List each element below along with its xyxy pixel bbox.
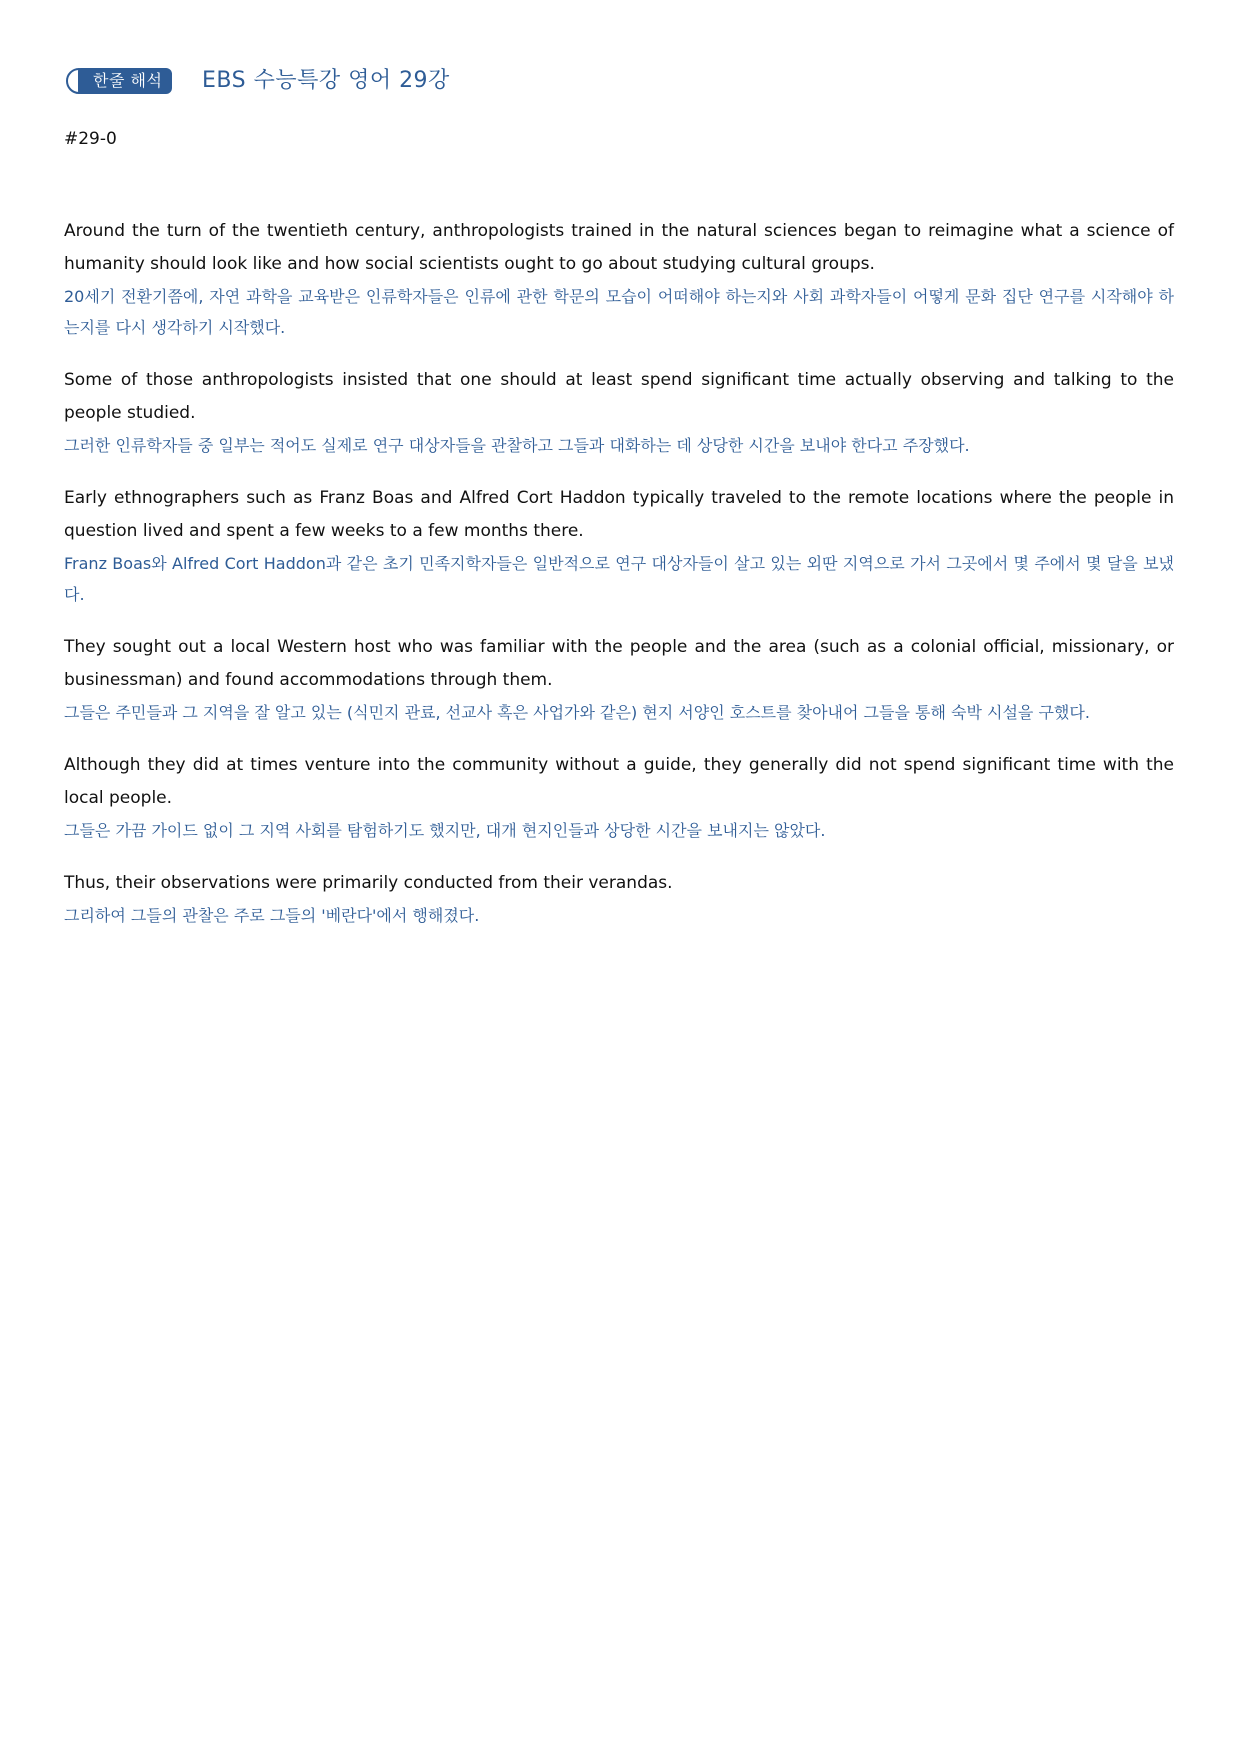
english-sentence: Some of those anthropologists insisted that one should at least spend significant time actually observing and talking to the people studied. (64, 370, 1174, 423)
korean-translation: 그들은 주민들과 그 지역을 잘 알고 있는 (식민지 관료, 선교사 혹은 사업가와 같은) 현지 서양인 호스트를 찾아내어 그들을 통해 숙박 시설을 구했다. (64, 703, 1090, 722)
korean-translation: 그러한 인류학자들 중 일부는 적어도 실제로 연구 대상자들을 관찰하고 그들과 대화하는 데 상당한 시간을 보내야 한다고 주장했다. (64, 436, 970, 455)
english-sentence: Around the turn of the twentieth century, anthropologists trained in the natural sciences began to reimagine what a science of humanity should look like and how social scientists ought to go about studying cultural groups. (64, 221, 1174, 274)
sentence-pair (64, 482, 1174, 610)
section-id: #29-0 (64, 129, 117, 149)
english-sentence: Thus, their observations were primarily conducted from their verandas. (64, 873, 673, 893)
translation-badge (66, 68, 172, 94)
korean-translation: 20세기 전환기쯤에, 자연 과학을 교육받은 인류학자들은 인류에 관한 학문의 모습이 어떠해야 하는지와 사회 과학자들이 어떻게 문화 집단 연구를 시작해야 하는지를 다시 생각하기 시작했다. (64, 287, 1174, 337)
korean-translation: 그리하여 그들의 관찰은 주로 그들의 '베란다'에서 행해졌다. (64, 906, 480, 925)
document-title: EBS 수능특강 영어 29강 (202, 68, 450, 93)
sentence-pair (64, 364, 1174, 461)
sentence-pair (64, 749, 1174, 846)
korean-translation: 그들은 가끔 가이드 없이 그 지역 사회를 탐험하기도 했지만, 대개 현지인들과 상당한 시간을 보내지는 않았다. (64, 821, 826, 840)
english-sentence: They sought out a local Western host who was familiar with the people and the area (such as a colonial official, missionary, or businessman) and found accommodations through them. (64, 637, 1174, 690)
korean-translation: Franz Boas와 Alfred Cort Haddon과 같은 초기 민족지학자들은 일반적으로 연구 대상자들이 살고 있는 외딴 지역으로 가서 그곳에서 몇 주에서 몇 달을 보냈다. (64, 554, 1174, 604)
page-header (66, 64, 450, 98)
english-sentence: Although they did at times venture into the community without a guide, they generally did not spend significant time with the local people. (64, 755, 1174, 808)
sentence-pair (64, 631, 1174, 728)
badge-label: 한줄 해석 (93, 71, 163, 90)
sentence-pair (64, 215, 1174, 343)
sentence-list (64, 215, 1174, 952)
english-sentence: Early ethnographers such as Franz Boas and Alfred Cort Haddon typically traveled to the remote locations where the people in question lived and spent a few weeks to a few months there. (64, 488, 1174, 541)
sentence-pair (64, 867, 1174, 931)
